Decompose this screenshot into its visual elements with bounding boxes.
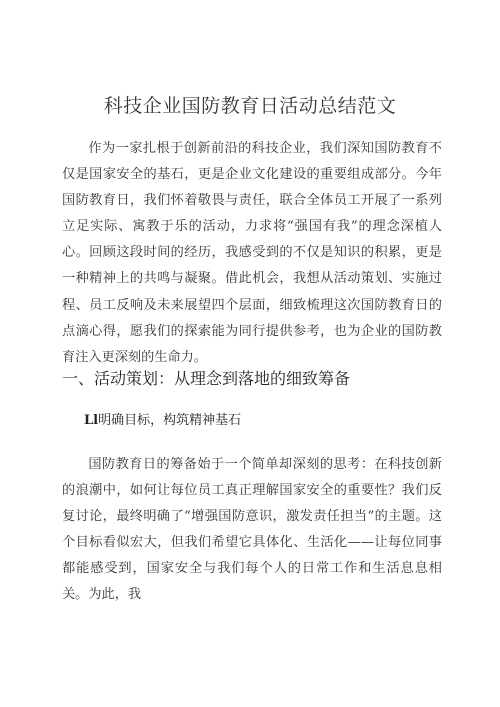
document-title: 科技企业国防教育日活动总结范文 [103,95,397,117]
body-paragraph: 国防教育日的筹备始于一个简单却深刻的思考：在科技创新的浪潮中，如何让每位员工真正理解国家安全的重要性？我们反复讨论，最终明确了“增强国防意识，激发责任担当”的主题。这个目标看似宏大，但我们希望它具体化、生活化——让每位同事都能感受到，国家安全与我们每个人的日常工作和生活息息相关。为此，我 [62,457,442,603]
subsection-number: Ll [84,413,99,428]
subsection-heading [84,412,241,430]
intro-paragraph: 作为一家扎根于创新前沿的科技企业，我们深知国防教育不仅是国家安全的基石，更是企业文化建设的重要组成部分。今年国防教育日，我们怀着敬畏与责任，联合全体员工开展了一系列立足实际、寓教于乐的活动，力求将“强国有我”的理念深植人心。回顾这段时间的经历，我感受到的不仅是知识的积累，更是一种精神上的共鸣与凝聚。借此机会，我想从活动策划、实施过程、员工反响及未来展望四个层面，细致梳理这次国防教育日的点滴心得，愿我们的探索能为同行提供参考，也为企业的国防教育注入更深刻的生命力。 [62,141,442,365]
subsection-heading-text: 明确目标，构筑精神基石 [98,413,242,428]
section-heading: 一、活动策划：从理念到落地的细致筹备 [62,369,351,388]
